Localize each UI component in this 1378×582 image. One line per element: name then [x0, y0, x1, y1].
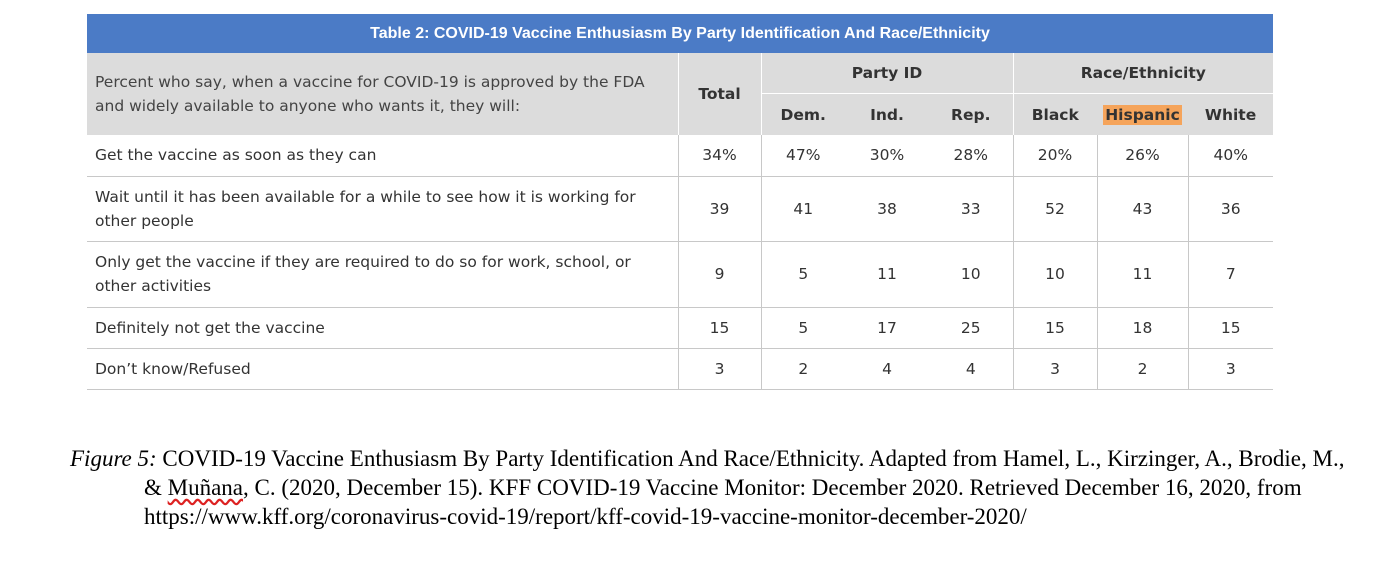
col-black: Black [1031, 105, 1079, 124]
cell-rep: 4 [929, 348, 1013, 389]
row-label: Definitely not get the vaccine [87, 307, 678, 348]
cell-ind: 17 [845, 307, 929, 348]
cell-hispanic: 2 [1097, 348, 1188, 389]
cell-white: 40% [1188, 135, 1273, 176]
party-id-header: Party ID [761, 53, 1013, 94]
col-rep: Rep. [929, 94, 1013, 136]
row-label: Wait until it has been available for a while to see how it is working for other people [87, 176, 678, 241]
row-label: Don’t know/Refused [87, 348, 678, 389]
spellcheck-flagged-word[interactable]: Muñana [167, 475, 244, 500]
cell-ind: 11 [845, 241, 929, 307]
cell-total: 3 [678, 348, 761, 389]
cell-dem: 5 [761, 241, 845, 307]
total-header: Total [678, 53, 761, 135]
cell-total: 15 [678, 307, 761, 348]
col-white: White [1204, 105, 1257, 124]
table-row [87, 307, 1373, 348]
cell-hispanic: 18 [1097, 307, 1188, 348]
col-dem: Dem. [780, 105, 826, 124]
data-table [87, 53, 1373, 390]
cell-total: 9 [678, 241, 761, 307]
cell-hispanic: 11 [1097, 241, 1188, 307]
figure-caption [70, 444, 1354, 531]
cell-white: 36 [1188, 176, 1273, 241]
row-label: Only get the vaccine if they are required to do so for work, school, or other activities [87, 241, 678, 307]
caption-text-a: COVID-19 Vaccine Enthusiasm By Party Identification And Race/Ethnicity. Adapted from Hamel, L., Kirzinger, A., Brodie, M., & [144, 446, 1345, 500]
cell-black: 3 [1013, 348, 1097, 389]
cell-black: 15 [1013, 307, 1097, 348]
cell-total: 34% [678, 135, 761, 176]
figure-label: Figure 5: [70, 446, 157, 471]
table-row [87, 176, 1373, 241]
cell-rep: 25 [929, 307, 1013, 348]
cell-ind: 4 [845, 348, 929, 389]
table-row [87, 241, 1373, 307]
row-label: Get the vaccine as soon as they can [87, 135, 678, 176]
cell-dem: 2 [761, 348, 845, 389]
caption-text-b: , C. (2020, December 15). KFF COVID-19 Vaccine Monitor: December 2020. Retrieved December 16, 2020, from https://www.kff.org/coronavirus-covid-19/report/kff-covid-19-vaccine-monitor-december-2020/ [144, 475, 1302, 529]
cell-white: 15 [1188, 307, 1273, 348]
cell-rep: 10 [929, 241, 1013, 307]
cell-ind: 30% [845, 135, 929, 176]
race-ethnicity-header: Race/Ethnicity [1013, 53, 1273, 94]
cell-white: 3 [1188, 348, 1273, 389]
table-title: Table 2: COVID-19 Vaccine Enthusiasm By Party Identification And Race/Ethnicity [87, 14, 1273, 53]
cell-dem: 5 [761, 307, 845, 348]
cell-hispanic: 43 [1097, 176, 1188, 241]
cell-rep: 33 [929, 176, 1013, 241]
cell-dem: 47% [761, 135, 845, 176]
cell-total: 39 [678, 176, 761, 241]
cell-black: 10 [1013, 241, 1097, 307]
cell-dem: 41 [761, 176, 845, 241]
cell-black: 20% [1013, 135, 1097, 176]
vaccine-table [87, 14, 1273, 390]
cell-hispanic: 26% [1097, 135, 1188, 176]
cell-rep: 28% [929, 135, 1013, 176]
cell-white: 7 [1188, 241, 1273, 307]
col-hispanic: Hispanic [1105, 105, 1180, 124]
cell-ind: 38 [845, 176, 929, 241]
table-row [87, 135, 1373, 176]
col-ind: Ind. [870, 105, 904, 124]
cell-black: 52 [1013, 176, 1097, 241]
question-header: Percent who say, when a vaccine for COVID-19 is approved by the FDA and widely available to anyone who wants it, they will: [87, 53, 678, 135]
table-row [87, 348, 1373, 389]
